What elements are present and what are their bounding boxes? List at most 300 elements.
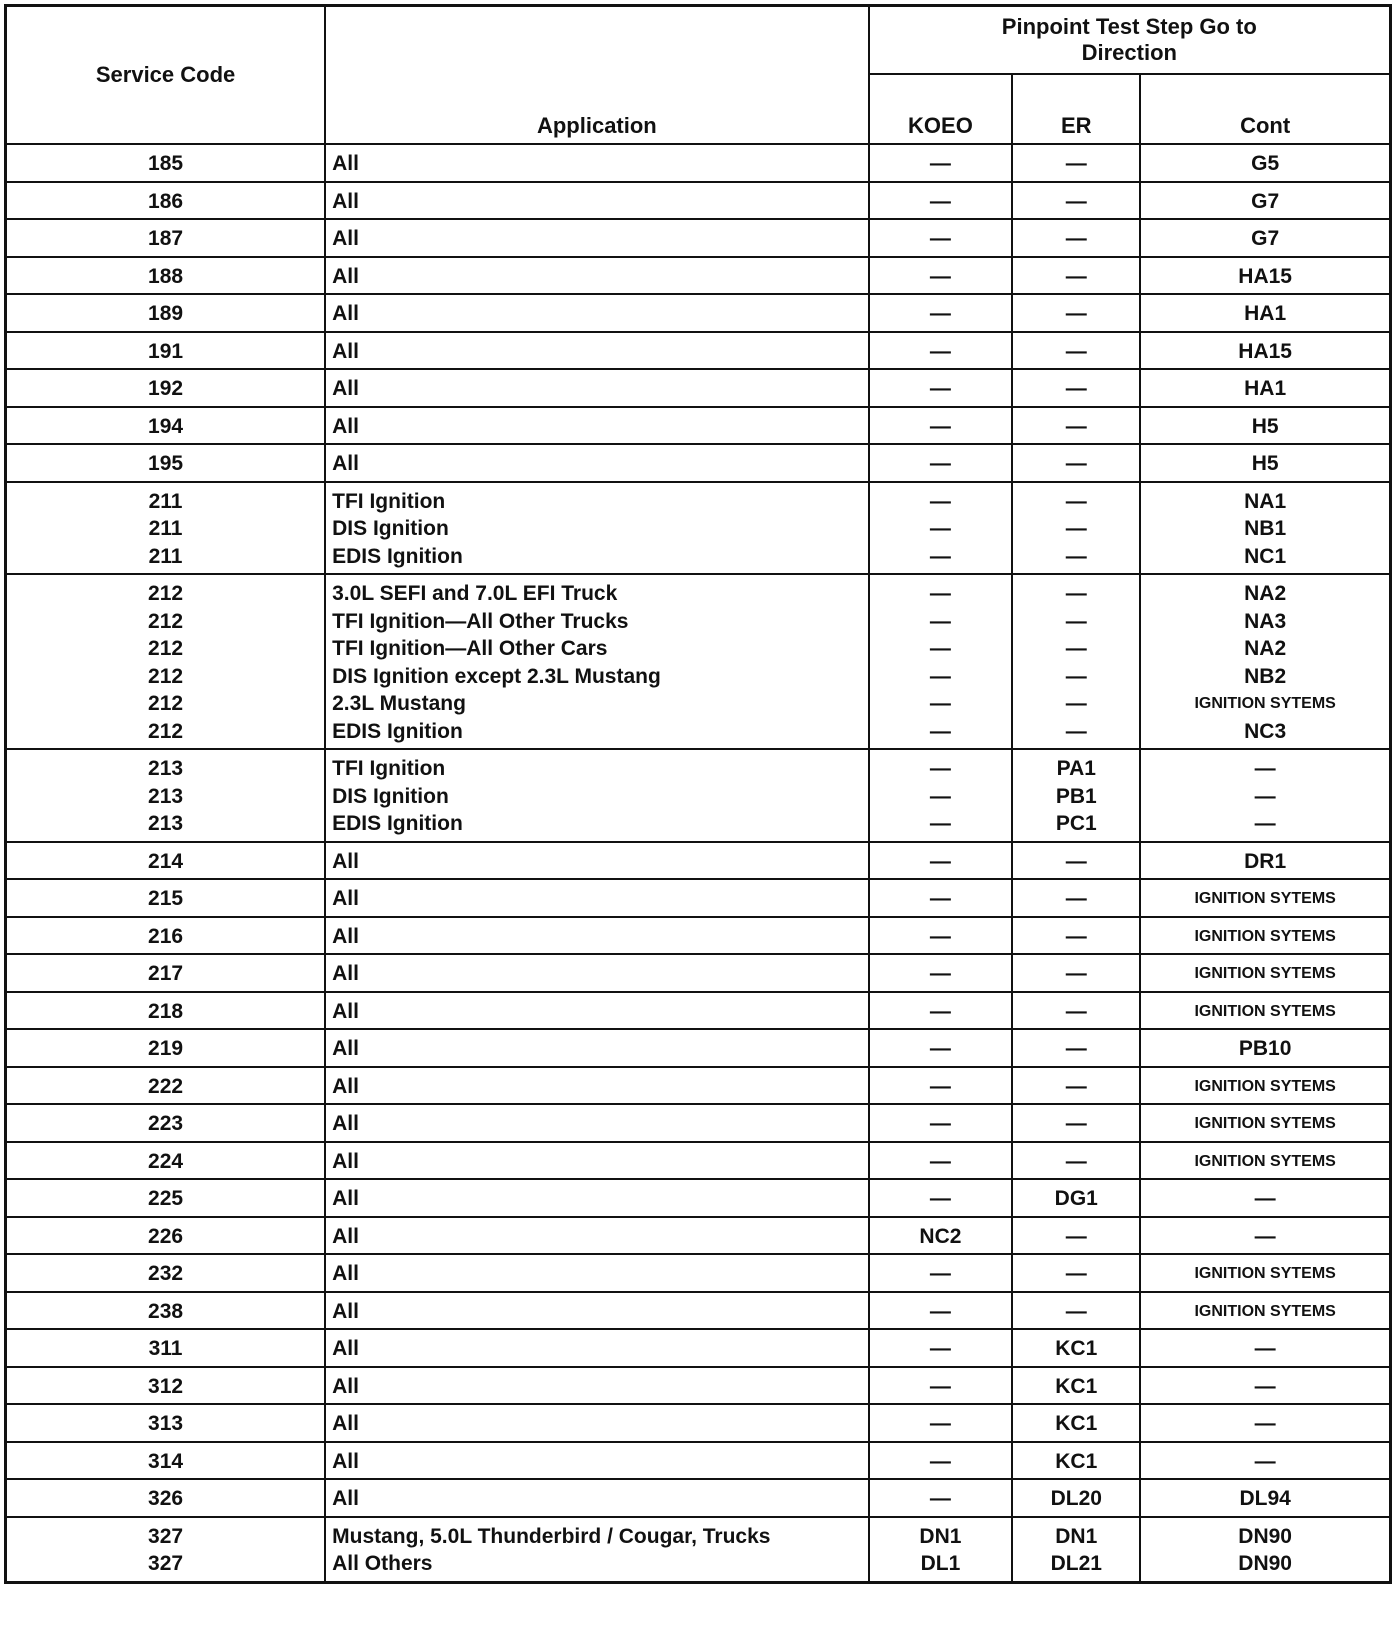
application-cell xyxy=(325,1367,868,1405)
koeo-step-text: — xyxy=(929,1149,951,1173)
service-code-text: 212 xyxy=(148,637,184,660)
service-code-text: 211 xyxy=(148,489,183,513)
cont-step-cell xyxy=(1140,917,1390,955)
koeo-step-cell xyxy=(869,749,1013,842)
service-code-cell xyxy=(6,1517,326,1583)
er-step-cell xyxy=(1012,294,1140,332)
header-application: Application xyxy=(325,6,868,145)
koeo-step-text: DL1 xyxy=(920,1552,961,1575)
er-step-cell xyxy=(1012,992,1140,1030)
table-row xyxy=(6,1442,1391,1480)
application-cell xyxy=(325,917,868,955)
er-step-cell xyxy=(1012,1479,1140,1517)
application-text: TFI Ignition xyxy=(332,757,446,780)
service-code-cell xyxy=(6,1254,326,1292)
koeo-step-cell xyxy=(869,144,1013,182)
er-step-text: — xyxy=(1065,999,1087,1023)
cont-step-cell xyxy=(1140,294,1390,332)
koeo-step-cell xyxy=(869,482,1013,575)
er-step-text: KC1 xyxy=(1055,1337,1098,1360)
application-text: EDIS Ignition xyxy=(332,812,463,835)
service-code-text: 223 xyxy=(148,1112,184,1135)
koeo-step-text: — xyxy=(929,152,951,175)
service-code-text: 313 xyxy=(148,1412,184,1435)
application-text: All xyxy=(332,377,359,400)
er-step-text: — xyxy=(1065,339,1087,363)
koeo-step-cell xyxy=(869,1517,1013,1583)
koeo-step-cell xyxy=(869,257,1013,295)
er-step-text: — xyxy=(1065,637,1087,660)
application-text: All xyxy=(332,1187,359,1210)
cont-step-cell xyxy=(1140,144,1390,182)
cont-step-text: — xyxy=(1254,784,1276,808)
cont-step-cell xyxy=(1140,992,1390,1030)
service-code-text: 219 xyxy=(148,1037,184,1060)
koeo-step-text: — xyxy=(929,757,951,780)
table-row xyxy=(6,332,1391,370)
er-step-text: — xyxy=(1065,1262,1087,1285)
application-text: All xyxy=(332,414,359,438)
application-text: All xyxy=(332,1262,359,1285)
table-row xyxy=(6,1104,1391,1142)
service-code-cell xyxy=(6,1367,326,1405)
service-code-text: 326 xyxy=(148,1487,184,1510)
application-text: All xyxy=(332,1149,359,1173)
service-code-text: 226 xyxy=(148,1224,184,1248)
cont-step-text: — xyxy=(1254,1412,1276,1435)
service-code-cell xyxy=(6,1067,326,1105)
er-step-cell xyxy=(1012,1254,1140,1292)
application-cell xyxy=(325,1254,868,1292)
table-row xyxy=(6,842,1391,880)
table-row xyxy=(6,1067,1391,1105)
koeo-step-cell xyxy=(869,1404,1013,1442)
service-code-cell xyxy=(6,1104,326,1142)
service-code-cell xyxy=(6,257,326,295)
service-code-text: 212 xyxy=(148,664,184,688)
koeo-step-text: — xyxy=(929,544,951,568)
cont-step-cell xyxy=(1140,1479,1390,1517)
koeo-step-cell xyxy=(869,1029,1013,1067)
koeo-step-text: — xyxy=(929,1374,951,1398)
cont-step-text: — xyxy=(1254,1187,1276,1210)
er-step-text: — xyxy=(1065,452,1087,475)
cont-step-cell xyxy=(1140,482,1390,575)
koeo-step-text: — xyxy=(929,1487,951,1510)
cont-step-cell xyxy=(1140,1329,1390,1367)
table-row xyxy=(6,1217,1391,1255)
cont-step-text: IGNITION SYTEMS xyxy=(1194,1002,1336,1020)
cont-step-cell xyxy=(1140,1254,1390,1292)
koeo-step-cell xyxy=(869,992,1013,1030)
koeo-step-cell xyxy=(869,219,1013,257)
service-code-cell xyxy=(6,332,326,370)
application-text: All xyxy=(332,264,359,288)
cont-step-cell xyxy=(1140,257,1390,295)
cont-step-text: IGNITION SYTEMS xyxy=(1194,695,1336,712)
application-text: All xyxy=(332,152,359,175)
cont-step-text: — xyxy=(1254,1337,1276,1360)
koeo-step-text: — xyxy=(929,1074,951,1098)
er-step-text: — xyxy=(1065,1224,1087,1248)
er-step-text: — xyxy=(1065,517,1087,540)
er-step-cell xyxy=(1012,257,1140,295)
header-pinpoint-test-step: Pinpoint Test Step Go to Direction xyxy=(869,6,1391,75)
service-code-cell xyxy=(6,1404,326,1442)
cont-step-cell xyxy=(1140,219,1390,257)
service-code-text: 214 xyxy=(148,849,184,873)
service-code-cell xyxy=(6,219,326,257)
table-row xyxy=(6,1029,1391,1067)
cont-step-cell xyxy=(1140,1367,1390,1405)
er-step-cell xyxy=(1012,332,1140,370)
cont-step-cell xyxy=(1140,369,1390,407)
application-cell xyxy=(325,1442,868,1480)
service-code-text: 222 xyxy=(148,1074,184,1098)
er-step-cell xyxy=(1012,182,1140,220)
er-step-cell xyxy=(1012,1442,1140,1480)
cont-step-cell xyxy=(1140,1517,1390,1583)
koeo-step-text: — xyxy=(929,377,951,400)
er-step-cell xyxy=(1012,144,1140,182)
service-code-text: 188 xyxy=(148,264,184,288)
service-code-cell xyxy=(6,1142,326,1180)
cont-step-text: G7 xyxy=(1251,189,1280,213)
application-text: DIS Ignition except 2.3L Mustang xyxy=(332,664,661,688)
er-step-cell xyxy=(1012,1217,1140,1255)
service-code-text: 212 xyxy=(148,692,184,715)
er-step-text: — xyxy=(1065,1037,1087,1060)
cont-step-text: — xyxy=(1254,1374,1276,1398)
koeo-step-text: — xyxy=(929,517,951,540)
service-code-cell xyxy=(6,1329,326,1367)
er-step-text: KC1 xyxy=(1055,1449,1098,1473)
cont-step-cell xyxy=(1140,1104,1390,1142)
cont-step-cell xyxy=(1140,954,1390,992)
koeo-step-text: — xyxy=(929,664,951,688)
koeo-step-cell xyxy=(869,1367,1013,1405)
application-text: All xyxy=(332,1374,359,1398)
koeo-step-text: — xyxy=(929,1262,951,1285)
service-code-text: 216 xyxy=(148,924,184,948)
service-code-table-wrapper xyxy=(4,4,1392,1584)
service-code-text: 218 xyxy=(148,999,184,1023)
application-text: All xyxy=(332,887,359,910)
koeo-step-cell xyxy=(869,917,1013,955)
koeo-step-text: — xyxy=(929,1037,951,1060)
koeo-step-text: — xyxy=(929,264,951,288)
er-step-text: — xyxy=(1065,1149,1087,1173)
service-code-cell xyxy=(6,574,326,749)
koeo-step-text: — xyxy=(929,1337,951,1360)
koeo-step-cell xyxy=(869,1479,1013,1517)
koeo-step-text: DN1 xyxy=(919,1524,962,1548)
cont-step-text: IGNITION SYTEMS xyxy=(1194,965,1336,982)
cont-step-text: H5 xyxy=(1251,414,1279,438)
service-code-cell xyxy=(6,917,326,955)
application-text: All xyxy=(332,339,359,363)
er-step-text: — xyxy=(1065,924,1087,948)
table-row xyxy=(6,574,1391,749)
cont-step-text: IGNITION SYTEMS xyxy=(1194,1152,1336,1170)
application-cell xyxy=(325,1329,868,1367)
er-step-cell xyxy=(1012,219,1140,257)
table-row xyxy=(6,954,1391,992)
service-code-cell xyxy=(6,992,326,1030)
table-row xyxy=(6,1367,1391,1405)
koeo-step-text: — xyxy=(929,302,951,325)
table-row xyxy=(6,1329,1391,1367)
table-row xyxy=(6,1479,1391,1517)
table-row xyxy=(6,369,1391,407)
er-step-cell xyxy=(1012,954,1140,992)
application-cell xyxy=(325,879,868,917)
er-step-text: KC1 xyxy=(1055,1374,1098,1398)
service-code-text: 232 xyxy=(148,1262,184,1285)
er-step-cell xyxy=(1012,879,1140,917)
koeo-step-text: — xyxy=(929,414,951,438)
application-cell xyxy=(325,219,868,257)
application-text: EDIS Ignition xyxy=(332,544,463,568)
application-cell xyxy=(325,407,868,445)
application-cell xyxy=(325,1179,868,1217)
application-cell xyxy=(325,574,868,749)
er-step-text: — xyxy=(1065,264,1087,288)
table-row xyxy=(6,1517,1391,1583)
table-row xyxy=(6,749,1391,842)
cont-step-cell xyxy=(1140,1217,1390,1255)
cont-step-text: — xyxy=(1254,812,1276,835)
table-row xyxy=(6,1179,1391,1217)
service-code-cell xyxy=(6,182,326,220)
application-cell xyxy=(325,1479,868,1517)
service-code-text: 213 xyxy=(148,757,184,780)
application-cell xyxy=(325,332,868,370)
service-code-cell xyxy=(6,1479,326,1517)
koeo-step-text: — xyxy=(929,227,951,250)
service-code-cell xyxy=(6,1179,326,1217)
application-cell xyxy=(325,482,868,575)
er-step-text: — xyxy=(1065,692,1087,715)
table-row xyxy=(6,444,1391,482)
cont-step-text: DR1 xyxy=(1244,849,1287,873)
koeo-step-text: — xyxy=(929,719,951,743)
er-step-text: — xyxy=(1065,377,1087,400)
er-step-text: — xyxy=(1065,302,1087,325)
koeo-step-text: — xyxy=(929,609,951,633)
service-code-text: 195 xyxy=(148,452,184,475)
service-code-cell xyxy=(6,369,326,407)
er-step-text: — xyxy=(1065,962,1087,985)
er-step-cell xyxy=(1012,369,1140,407)
er-step-cell xyxy=(1012,482,1140,575)
koeo-step-text: — xyxy=(929,849,951,873)
table-row xyxy=(6,257,1391,295)
service-code-text: 215 xyxy=(148,887,184,910)
koeo-step-cell xyxy=(869,1442,1013,1480)
cont-step-cell xyxy=(1140,407,1390,445)
application-text: EDIS Ignition xyxy=(332,719,463,743)
koeo-step-cell xyxy=(869,1254,1013,1292)
er-step-text: — xyxy=(1065,582,1087,605)
cont-step-cell xyxy=(1140,879,1390,917)
koeo-step-text: — xyxy=(929,999,951,1023)
service-code-text: 312 xyxy=(148,1374,184,1398)
er-step-text: — xyxy=(1065,719,1087,743)
koeo-step-cell xyxy=(869,1292,1013,1330)
table-header xyxy=(6,6,1391,145)
koeo-step-text: — xyxy=(929,1112,951,1135)
er-step-text: PC1 xyxy=(1055,812,1097,835)
koeo-step-cell xyxy=(869,1217,1013,1255)
cont-step-cell xyxy=(1140,842,1390,880)
cont-step-text: H5 xyxy=(1251,452,1279,475)
koeo-step-text: — xyxy=(929,924,951,948)
application-cell xyxy=(325,444,868,482)
cont-step-cell xyxy=(1140,1179,1390,1217)
er-step-cell xyxy=(1012,749,1140,842)
table-row xyxy=(6,1142,1391,1180)
koeo-step-cell xyxy=(869,1329,1013,1367)
koeo-step-text: — xyxy=(929,962,951,985)
er-step-text: — xyxy=(1065,1074,1087,1098)
service-code-cell xyxy=(6,1029,326,1067)
koeo-step-cell xyxy=(869,444,1013,482)
application-cell xyxy=(325,257,868,295)
cont-step-text: DL94 xyxy=(1239,1487,1291,1510)
service-code-cell xyxy=(6,482,326,575)
koeo-step-cell xyxy=(869,1142,1013,1180)
koeo-step-cell xyxy=(869,407,1013,445)
er-step-text: DN1 xyxy=(1055,1524,1098,1548)
service-code-cell xyxy=(6,954,326,992)
cont-step-text: NA2 xyxy=(1244,582,1287,605)
service-code-text: 224 xyxy=(148,1149,184,1173)
cont-step-cell xyxy=(1140,444,1390,482)
koeo-step-text: — xyxy=(929,637,951,660)
application-cell xyxy=(325,954,868,992)
application-text: All xyxy=(332,924,359,948)
application-text: All xyxy=(332,1112,359,1135)
service-code-text: 225 xyxy=(148,1187,184,1210)
application-cell xyxy=(325,1067,868,1105)
table-row xyxy=(6,917,1391,955)
er-step-text: PA1 xyxy=(1056,757,1096,780)
cont-step-text: NC1 xyxy=(1244,544,1287,568)
cont-step-text: NA2 xyxy=(1244,637,1287,660)
application-cell xyxy=(325,1217,868,1255)
koeo-step-text: — xyxy=(929,189,951,213)
application-cell xyxy=(325,182,868,220)
er-step-text: PB1 xyxy=(1055,784,1097,808)
cont-step-text: G7 xyxy=(1251,227,1280,250)
er-step-text: — xyxy=(1065,544,1087,568)
header-service-code: Service Code xyxy=(6,6,326,145)
er-step-text: — xyxy=(1065,664,1087,688)
er-step-cell xyxy=(1012,1292,1140,1330)
cont-step-cell xyxy=(1140,332,1390,370)
service-code-cell xyxy=(6,1292,326,1330)
application-text: TFI Ignition xyxy=(332,489,446,513)
application-cell xyxy=(325,1029,868,1067)
koeo-step-text: — xyxy=(929,1449,951,1473)
er-step-cell xyxy=(1012,842,1140,880)
application-text: TFI Ignition—All Other Trucks xyxy=(332,609,629,633)
service-code-cell xyxy=(6,842,326,880)
service-code-text: 211 xyxy=(148,517,183,540)
service-code-text: 327 xyxy=(148,1552,184,1575)
application-cell xyxy=(325,144,868,182)
application-text: All Others xyxy=(332,1552,433,1575)
service-code-cell xyxy=(6,879,326,917)
koeo-step-text: — xyxy=(929,582,951,605)
koeo-step-cell xyxy=(869,574,1013,749)
koeo-step-text: — xyxy=(929,1187,951,1210)
application-text: All xyxy=(332,189,359,213)
cont-step-text: PB10 xyxy=(1238,1037,1292,1060)
application-text: All xyxy=(332,1412,359,1435)
er-step-text: DL21 xyxy=(1050,1552,1102,1575)
cont-step-cell xyxy=(1140,1292,1390,1330)
koeo-step-text: — xyxy=(929,1299,951,1323)
er-step-cell xyxy=(1012,1329,1140,1367)
cont-step-text: — xyxy=(1254,757,1276,780)
cont-step-text: IGNITION SYTEMS xyxy=(1194,1265,1336,1282)
service-code-text: 186 xyxy=(148,189,184,213)
application-cell xyxy=(325,1142,868,1180)
cont-step-text: HA15 xyxy=(1238,264,1292,288)
cont-step-text: HA15 xyxy=(1238,339,1292,363)
er-step-cell xyxy=(1012,444,1140,482)
table-row xyxy=(6,992,1391,1030)
cont-step-text: NA1 xyxy=(1244,489,1287,513)
cont-step-cell xyxy=(1140,1142,1390,1180)
service-code-cell xyxy=(6,144,326,182)
service-code-text: 314 xyxy=(148,1449,184,1473)
application-text: 2.3L Mustang xyxy=(332,692,466,715)
er-step-cell xyxy=(1012,1367,1140,1405)
er-step-cell xyxy=(1012,1179,1140,1217)
service-code-text: 311 xyxy=(148,1337,183,1360)
koeo-step-cell xyxy=(869,879,1013,917)
er-step-text: — xyxy=(1065,414,1087,438)
er-step-cell xyxy=(1012,1029,1140,1067)
koeo-step-cell xyxy=(869,1104,1013,1142)
cont-step-text: — xyxy=(1254,1224,1276,1248)
application-cell xyxy=(325,749,868,842)
table-row xyxy=(6,482,1391,575)
table-body xyxy=(6,144,1391,1582)
service-code-text: 185 xyxy=(148,152,184,175)
koeo-step-cell xyxy=(869,1179,1013,1217)
er-step-text: KC1 xyxy=(1055,1412,1098,1435)
er-step-cell xyxy=(1012,407,1140,445)
service-code-text: 327 xyxy=(148,1524,184,1548)
table-row xyxy=(6,182,1391,220)
er-step-cell xyxy=(1012,1517,1140,1583)
service-code-cell xyxy=(6,1442,326,1480)
table-row xyxy=(6,144,1391,182)
service-code-cell xyxy=(6,294,326,332)
application-text: All xyxy=(332,849,359,873)
er-step-text: DG1 xyxy=(1054,1187,1098,1210)
application-text: All xyxy=(332,962,359,985)
application-text: DIS Ignition xyxy=(332,517,449,540)
table-row xyxy=(6,879,1391,917)
application-text: All xyxy=(332,1074,359,1098)
er-step-text: — xyxy=(1065,887,1087,910)
cont-step-text: NC3 xyxy=(1244,719,1287,743)
